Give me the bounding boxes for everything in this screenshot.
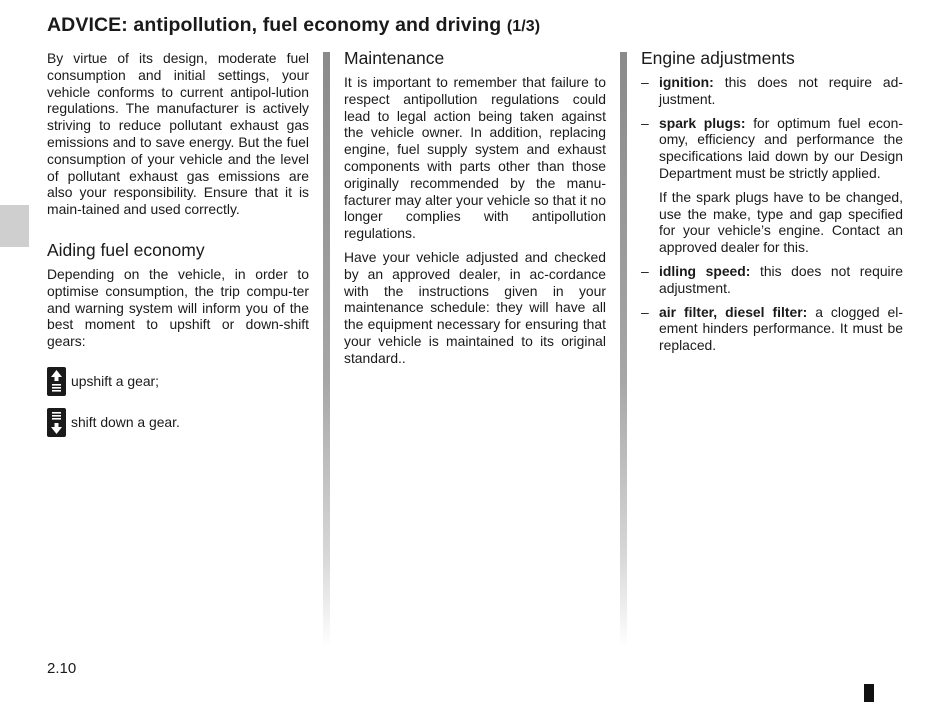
list-item-term: ignition: bbox=[659, 74, 714, 90]
list-item bbox=[641, 263, 903, 297]
gear-down-arrow-icon bbox=[47, 408, 66, 437]
list-dash: – bbox=[641, 303, 649, 320]
list-item-text: for optimum fuel econ-omy, efficiency and performance the specifications laid down by our Design Department must be strictly applied. bbox=[659, 114, 903, 181]
gear-up-arrow-icon bbox=[47, 367, 66, 396]
intro-paragraph: By virtue of its design, moderate fuel consumption and initial settings, your vehicle conforms to current antipol-lution regulations. The manufacturer is actively striving to reduce pollutant exhaust gas emissions and to save energy. But the fuel consumption of your vehicle and the level of pollutant exhaust gas emissions are also your responsibility. Ensure that it is main-tained and used correctly. bbox=[47, 50, 309, 218]
engine-adjustments-list bbox=[641, 74, 903, 354]
list-dash: – bbox=[641, 74, 649, 90]
list-item-subparagraph: If the spark plugs have to be changed, use the make, type and gap specified for your vehicle’s engine. Contact an approved dealer for this. bbox=[659, 188, 903, 256]
page-number: 2.10 bbox=[47, 660, 77, 677]
page-title bbox=[47, 14, 540, 37]
column-right bbox=[641, 48, 903, 361]
list-item-term: idling speed: bbox=[659, 262, 751, 279]
list-item bbox=[641, 304, 903, 354]
maintenance-paragraph-1: It is important to remember that failure to respect antipollution regulations could lead to legal action being taken against the vehicle owner. In addition, replacing engine, fuel supply system and exhaust components with parts other than those originally recommended by the manu-facturer may alter your vehicle so that it no longer complies with antipollution regulations. bbox=[344, 74, 606, 242]
page-part-indicator: (1/3) bbox=[506, 18, 541, 35]
list-item-text: this does not require adjustment. bbox=[659, 262, 903, 296]
list-item-text: a clogged el-ement hinders performance. It must be replaced. bbox=[659, 303, 903, 354]
column-divider bbox=[620, 52, 627, 647]
downshift-label: shift down a gear. bbox=[71, 414, 180, 431]
engine-adjustments-heading: Engine adjustments bbox=[641, 48, 795, 68]
list-dash: – bbox=[641, 114, 649, 131]
column-divider bbox=[323, 52, 330, 647]
page-title-text: ADVICE: antipollution, fuel economy and driving bbox=[47, 14, 502, 36]
downshift-row bbox=[47, 408, 309, 437]
section-end-marker bbox=[864, 684, 874, 702]
list-item-term: spark plugs: bbox=[659, 114, 746, 131]
column-left bbox=[47, 48, 309, 437]
upshift-label: upshift a gear; bbox=[71, 373, 160, 390]
list-item bbox=[641, 74, 903, 108]
fuel-economy-paragraph: Depending on the vehicle, in order to optimise consumption, the trip compu-ter and warning system will inform you of the best moment to upshift or down-shift gears: bbox=[47, 265, 309, 350]
maintenance-paragraph-2: Have your vehicle adjusted and checked by an approved dealer, in ac-cordance with the instructions given in your maintenance schedule: they will have all the equipment necessary for ensuring that your vehicle is maintained to its original standard.. bbox=[344, 248, 606, 366]
fuel-economy-heading: Aiding fuel economy bbox=[47, 239, 205, 260]
maintenance-heading: Maintenance bbox=[344, 48, 445, 68]
list-item-text: this does not require ad-justment. bbox=[659, 74, 903, 107]
list-item-term: air filter, diesel filter: bbox=[659, 303, 808, 320]
upshift-row bbox=[47, 367, 309, 396]
list-dash: – bbox=[641, 262, 649, 279]
list-item bbox=[641, 115, 903, 256]
chapter-side-tab bbox=[0, 205, 29, 247]
column-middle bbox=[344, 48, 606, 367]
